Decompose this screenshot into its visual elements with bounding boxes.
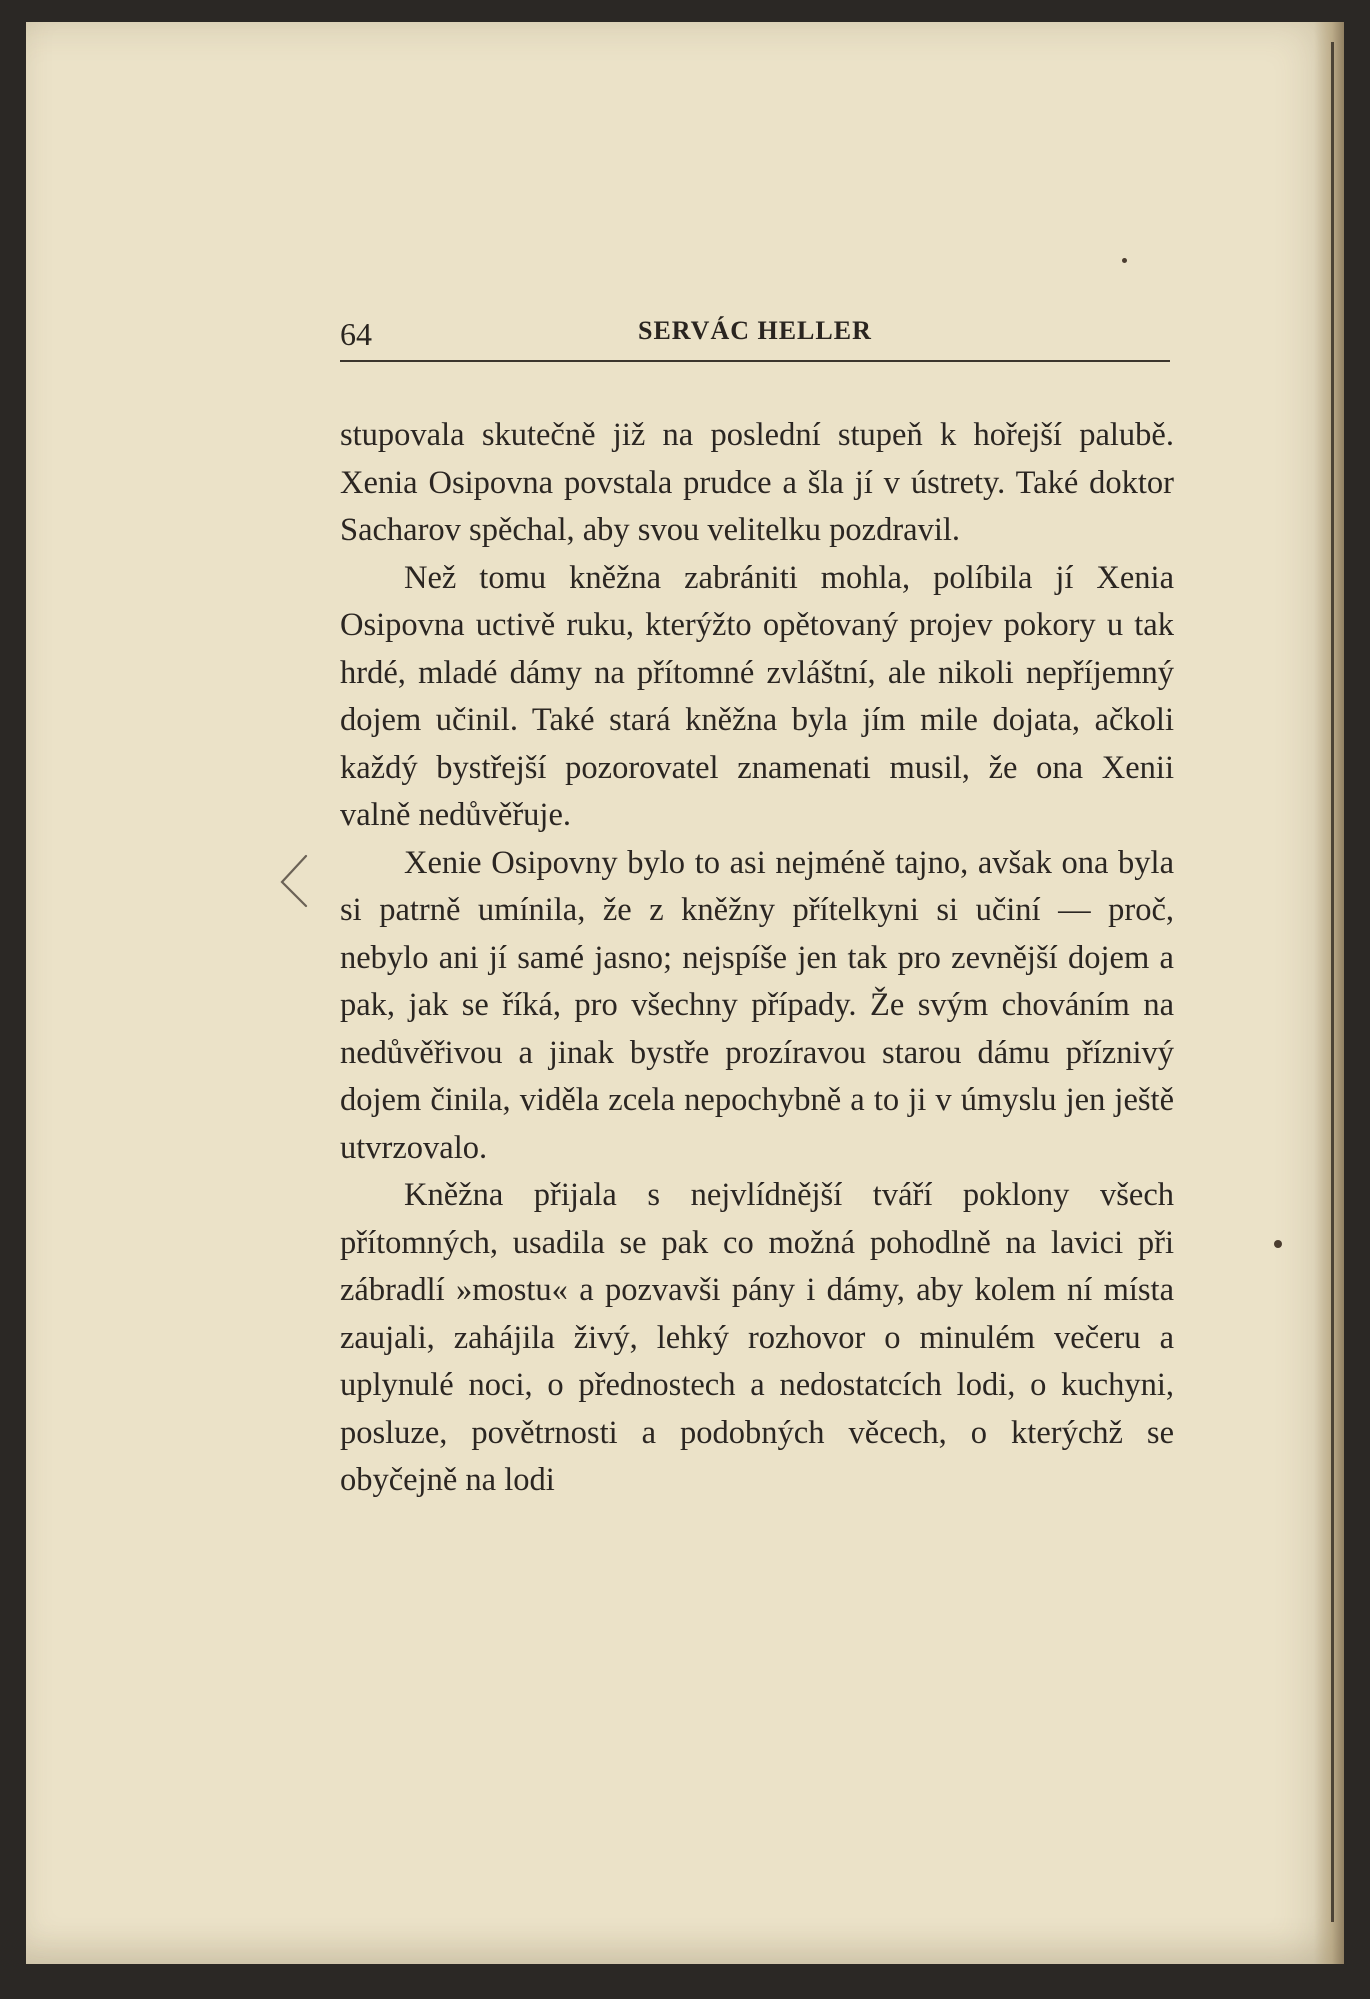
body-text: [340, 412, 1174, 1505]
page-number: 64: [340, 316, 372, 352]
page-spine-shadow: [1314, 22, 1344, 1964]
page-header: [314, 308, 1168, 360]
paragraph-2: Než tomu kněžna zabrániti mohla, políbila jí Xenia Osipovna uctivě ruku, kterýžto opětovaný projev pokory u tak hrdé, mladé dámy na přítomné zvláštní, ale nikoli nepříjemný dojem učinil. Také stará kněžna byla jím mile dojata, ačkoli každý bystřejší pozorovatel znamenati musil, že ona Xenii valně nedůvěřuje.: [340, 559, 1174, 833]
ink-speck: [1122, 258, 1127, 263]
margin-pencil-mark-icon: [276, 852, 312, 912]
book-page: [26, 22, 1344, 1964]
header-rule: [340, 360, 1170, 362]
ink-speck: [1274, 1240, 1282, 1248]
paragraph-1: stupovala skutečně již na poslední stupeň k hořejší palubě. Xenia Osipovna povstala prudce a šla jí v ústrety. Také doktor Sacharov spěchal, aby svou velitelku pozdravil.: [340, 417, 1174, 548]
paragraph-3: Xenie Osipovny bylo to asi nejméně tajno, avšak ona byla si patrně umínila, že z kněžny přítelkyni si učiní — proč, nebylo ani jí samé jasno; nejspíše jen tak pro zevnější dojem a pak, jak se říká, pro všechny případy. Že svým chováním na nedůvěřivou a jinak bystře prozíravou starou dámu příznivý dojem činila, viděla zcela nepochybně a to ji v úmyslu jen ještě utvrzovalo.: [340, 844, 1174, 1166]
running-title: SERVÁC HELLER: [638, 316, 872, 345]
paragraph-4: Kněžna přijala s nejvlídnější tváří poklony všech přítomných, usadila se pak co možná pohodlně na lavici při zábradlí »mostu« a pozvavši pány i dámy, aby kolem ní místa zaujali, zahájila živý, lehký rozhovor o minulém večeru a uplynulé noci, o přednostech a nedostatcích lodi, o kuchyni, posluze, povětrnosti a podobných věcech, o kterýchž se obyčejně na lodi: [340, 1177, 1174, 1498]
page-edge-line: [1331, 42, 1334, 1922]
